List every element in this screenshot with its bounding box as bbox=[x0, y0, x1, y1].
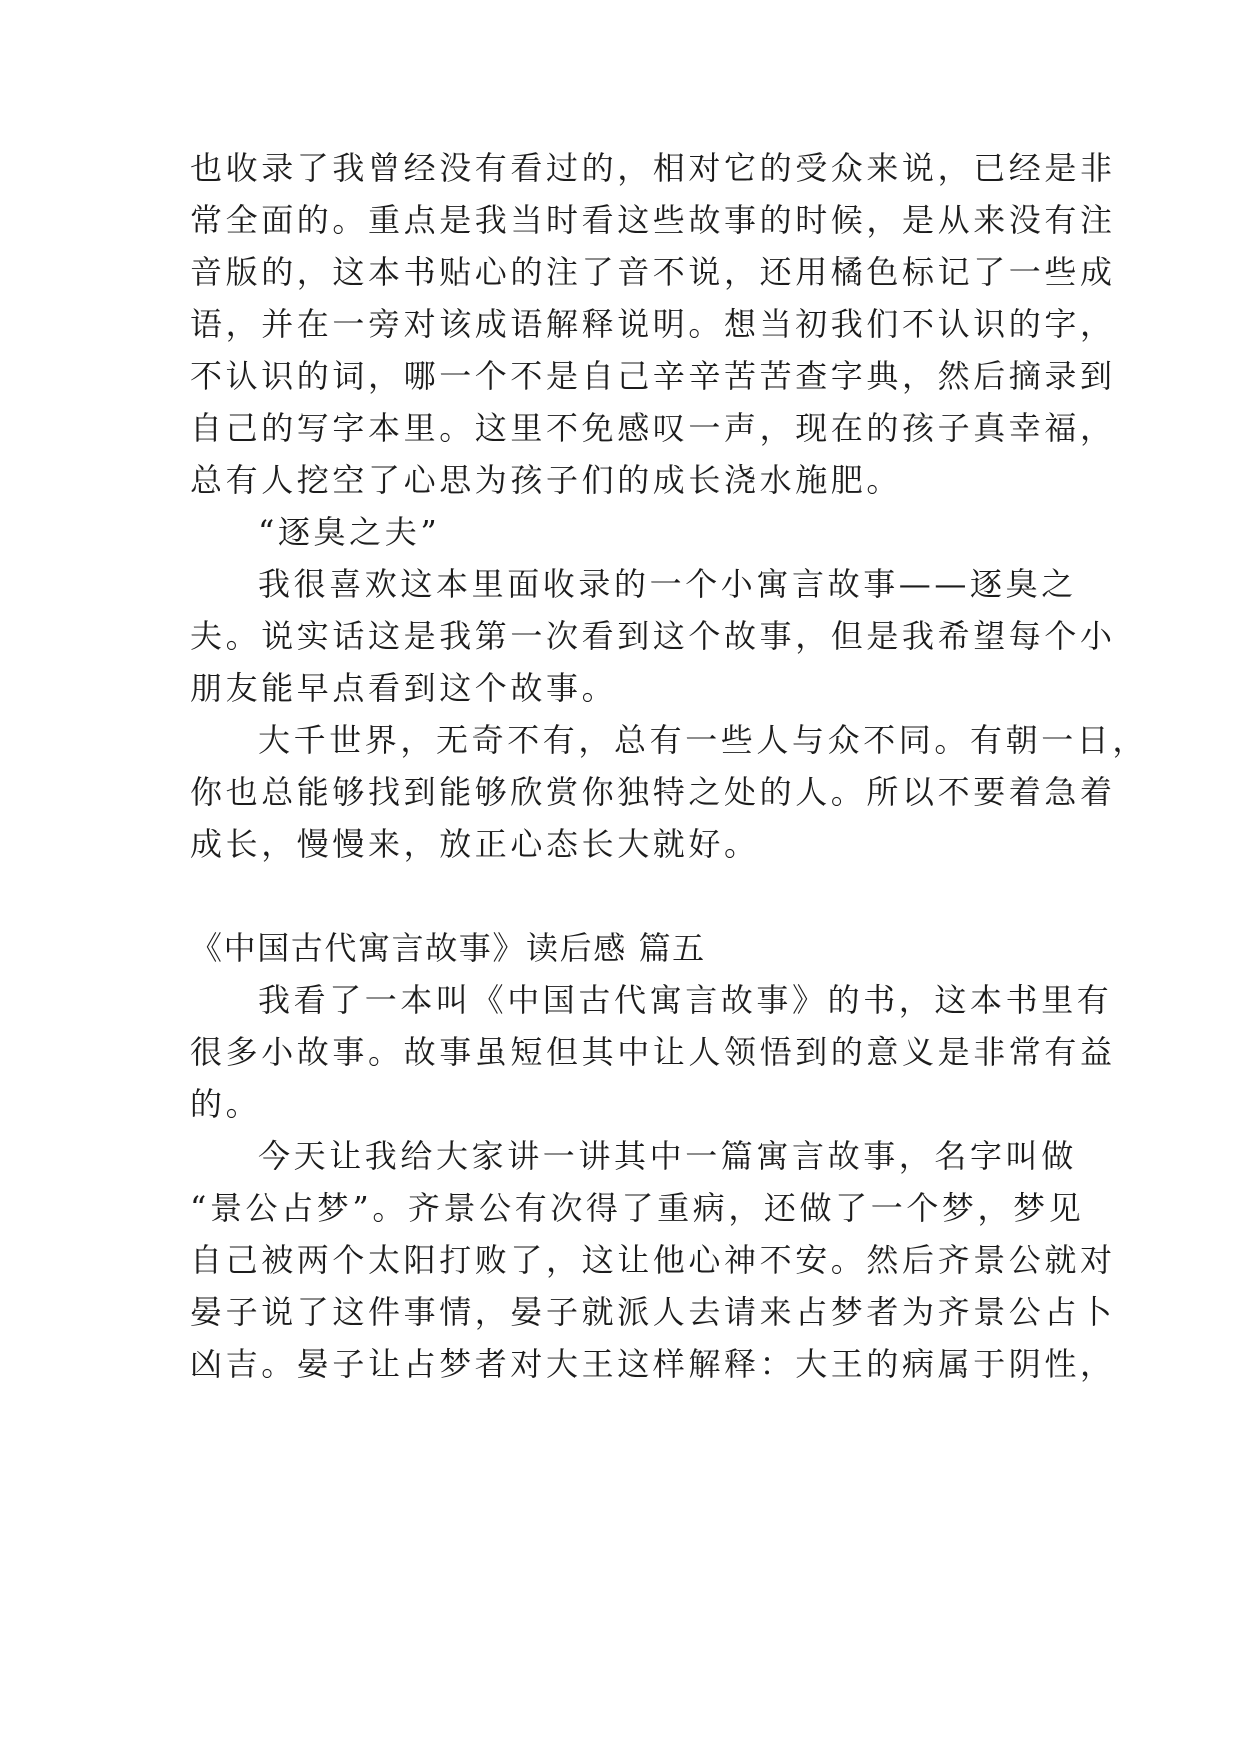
paragraph-2-line-3: 朋友能早点看到这个故事。 bbox=[190, 669, 618, 707]
subheading: “逐臭之夫” bbox=[258, 513, 441, 551]
section-title: 《中国古代寓言故事》读后感 篇五 bbox=[190, 929, 706, 967]
paragraph-5-line-5: 凶吉。晏子让占梦者对大王这样解释：大王的病属于阴性， bbox=[190, 1345, 1116, 1383]
paragraph-2-line-1: 我很喜欢这本里面收录的一个小寓言故事——逐臭之 bbox=[258, 565, 1077, 603]
paragraph-1-line-2: 常全面的。重点是我当时看这些故事的时候，是从来没有注 bbox=[190, 201, 1116, 239]
paragraph-5-line-4: 晏子说了这件事情，晏子就派人去请来占梦者为齐景公占卜 bbox=[190, 1293, 1116, 1331]
paragraph-5-line-2: “景公占梦”。齐景公有次得了重病，还做了一个梦，梦见 bbox=[190, 1189, 1085, 1227]
paragraph-5-line-3: 自己被两个太阳打败了，这让他心神不安。然后齐景公就对 bbox=[190, 1241, 1116, 1279]
paragraph-1-line-6: 自己的写字本里。这里不免感叹一声，现在的孩子真幸福， bbox=[190, 409, 1116, 447]
paragraph-3-line-3: 成长，慢慢来，放正心态长大就好。 bbox=[190, 825, 760, 863]
paragraph-4-line-1: 我看了一本叫《中国古代寓言故事》的书，这本书里有 bbox=[258, 981, 1113, 1019]
paragraph-4-line-3: 的。 bbox=[190, 1085, 262, 1123]
paragraph-1-line-7: 总有人挖空了心思为孩子们的成长浇水施肥。 bbox=[190, 461, 903, 499]
paragraph-1-line-1: 也收录了我曾经没有看过的，相对它的受众来说，已经是非 bbox=[190, 149, 1116, 187]
paragraph-4-line-2: 很多小故事。故事虽短但其中让人领悟到的意义是非常有益 bbox=[190, 1033, 1116, 1071]
paragraph-1-line-4: 语，并在一旁对该成语解释说明。想当初我们不认识的字， bbox=[190, 305, 1116, 343]
paragraph-1-line-3: 音版的，这本书贴心的注了音不说，还用橘色标记了一些成 bbox=[190, 253, 1116, 291]
paragraph-2-line-2: 夫。说实话这是我第一次看到这个故事，但是我希望每个小 bbox=[190, 617, 1116, 655]
paragraph-1-line-5: 不认识的词，哪一个不是自己辛辛苦苦查字典，然后摘录到 bbox=[190, 357, 1116, 395]
paragraph-3-line-2: 你也总能够找到能够欣赏你独特之处的人。所以不要着急着 bbox=[190, 773, 1116, 811]
paragraph-3-line-1: 大千世界，无奇不有，总有一些人与众不同。有朝一日， bbox=[258, 721, 1149, 759]
paragraph-5-line-1: 今天让我给大家讲一讲其中一篇寓言故事，名字叫做 bbox=[258, 1137, 1077, 1175]
